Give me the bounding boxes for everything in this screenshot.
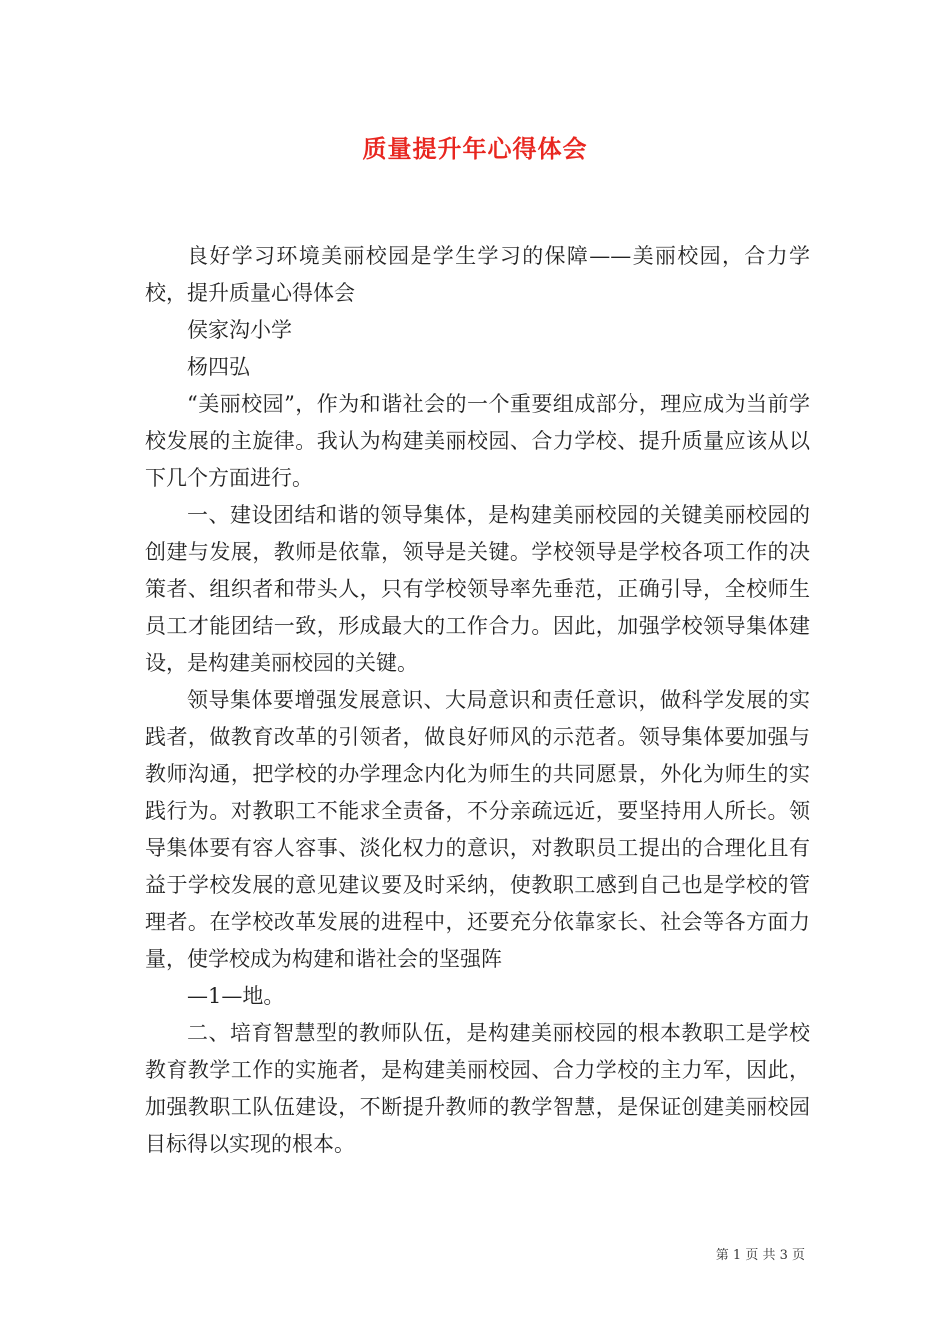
document-title: 质量提升年心得体会 — [362, 134, 588, 163]
document-body — [145, 238, 810, 1163]
paragraph-leadership: 领导集体要增强发展意识、大局意识和责任意识，做科学发展的实践者，做教育改革的引领者，做良好师风的示范者。领导集体要加强与教师沟通，把学校的办学理念内化为师生的共同愿景，外化为师生的实践行为。对教职工不能求全责备，不分亲疏远近，要坚持用人所长。领导集体要有容人容事、淡化权力的意识，对教职员工提出的合理化且有益于学校发展的意见建议要及时采纳，使教职工感到自己也是学校的管理者。在学校改革发展的进程中，还要充分依靠家长、社会等各方面力量，使学校成为构建和谐社会的坚强阵 — [145, 688, 810, 971]
paragraph-school: 侯家沟小学 — [187, 318, 292, 342]
paragraph-page-break-text: —1—地。 — [187, 984, 285, 1008]
paragraph-intro: “美丽校园”，作为和谐社会的一个重要组成部分，理应成为当前学校发展的主旋律。我认为构建美丽校园、合力学校、提升质量应该从以下几个方面进行。 — [145, 392, 810, 490]
paragraph-subtitle: 良好学习环境美丽校园是学生学习的保障——美丽校园，合力学校，提升质量心得体会 — [145, 244, 810, 305]
paragraph-section-two: 二、培育智慧型的教师队伍，是构建美丽校园的根本教职工是学校教育教学工作的实施者，是构建美丽校园、合力学校的主力军，因此，加强教职工队伍建设，不断提升教师的教学智慧，是保证创建美丽校园目标得以实现的根本。 — [145, 1021, 810, 1156]
paragraph-author: 杨四弘 — [187, 355, 250, 379]
page-number-footer: 第 1 页 共 3 页 — [715, 1248, 805, 1263]
paragraph-section-one: 一、建设团结和谐的领导集体，是构建美丽校园的关键美丽校园的创建与发展，教师是依靠，领导是关键。学校领导是学校各项工作的决策者、组织者和带头人，只有学校领导率先垂范，正确引导，全校师生员工才能团结一致，形成最大的工作合力。因此，加强学校领导集体建设，是构建美丽校园的关键。 — [145, 503, 810, 675]
